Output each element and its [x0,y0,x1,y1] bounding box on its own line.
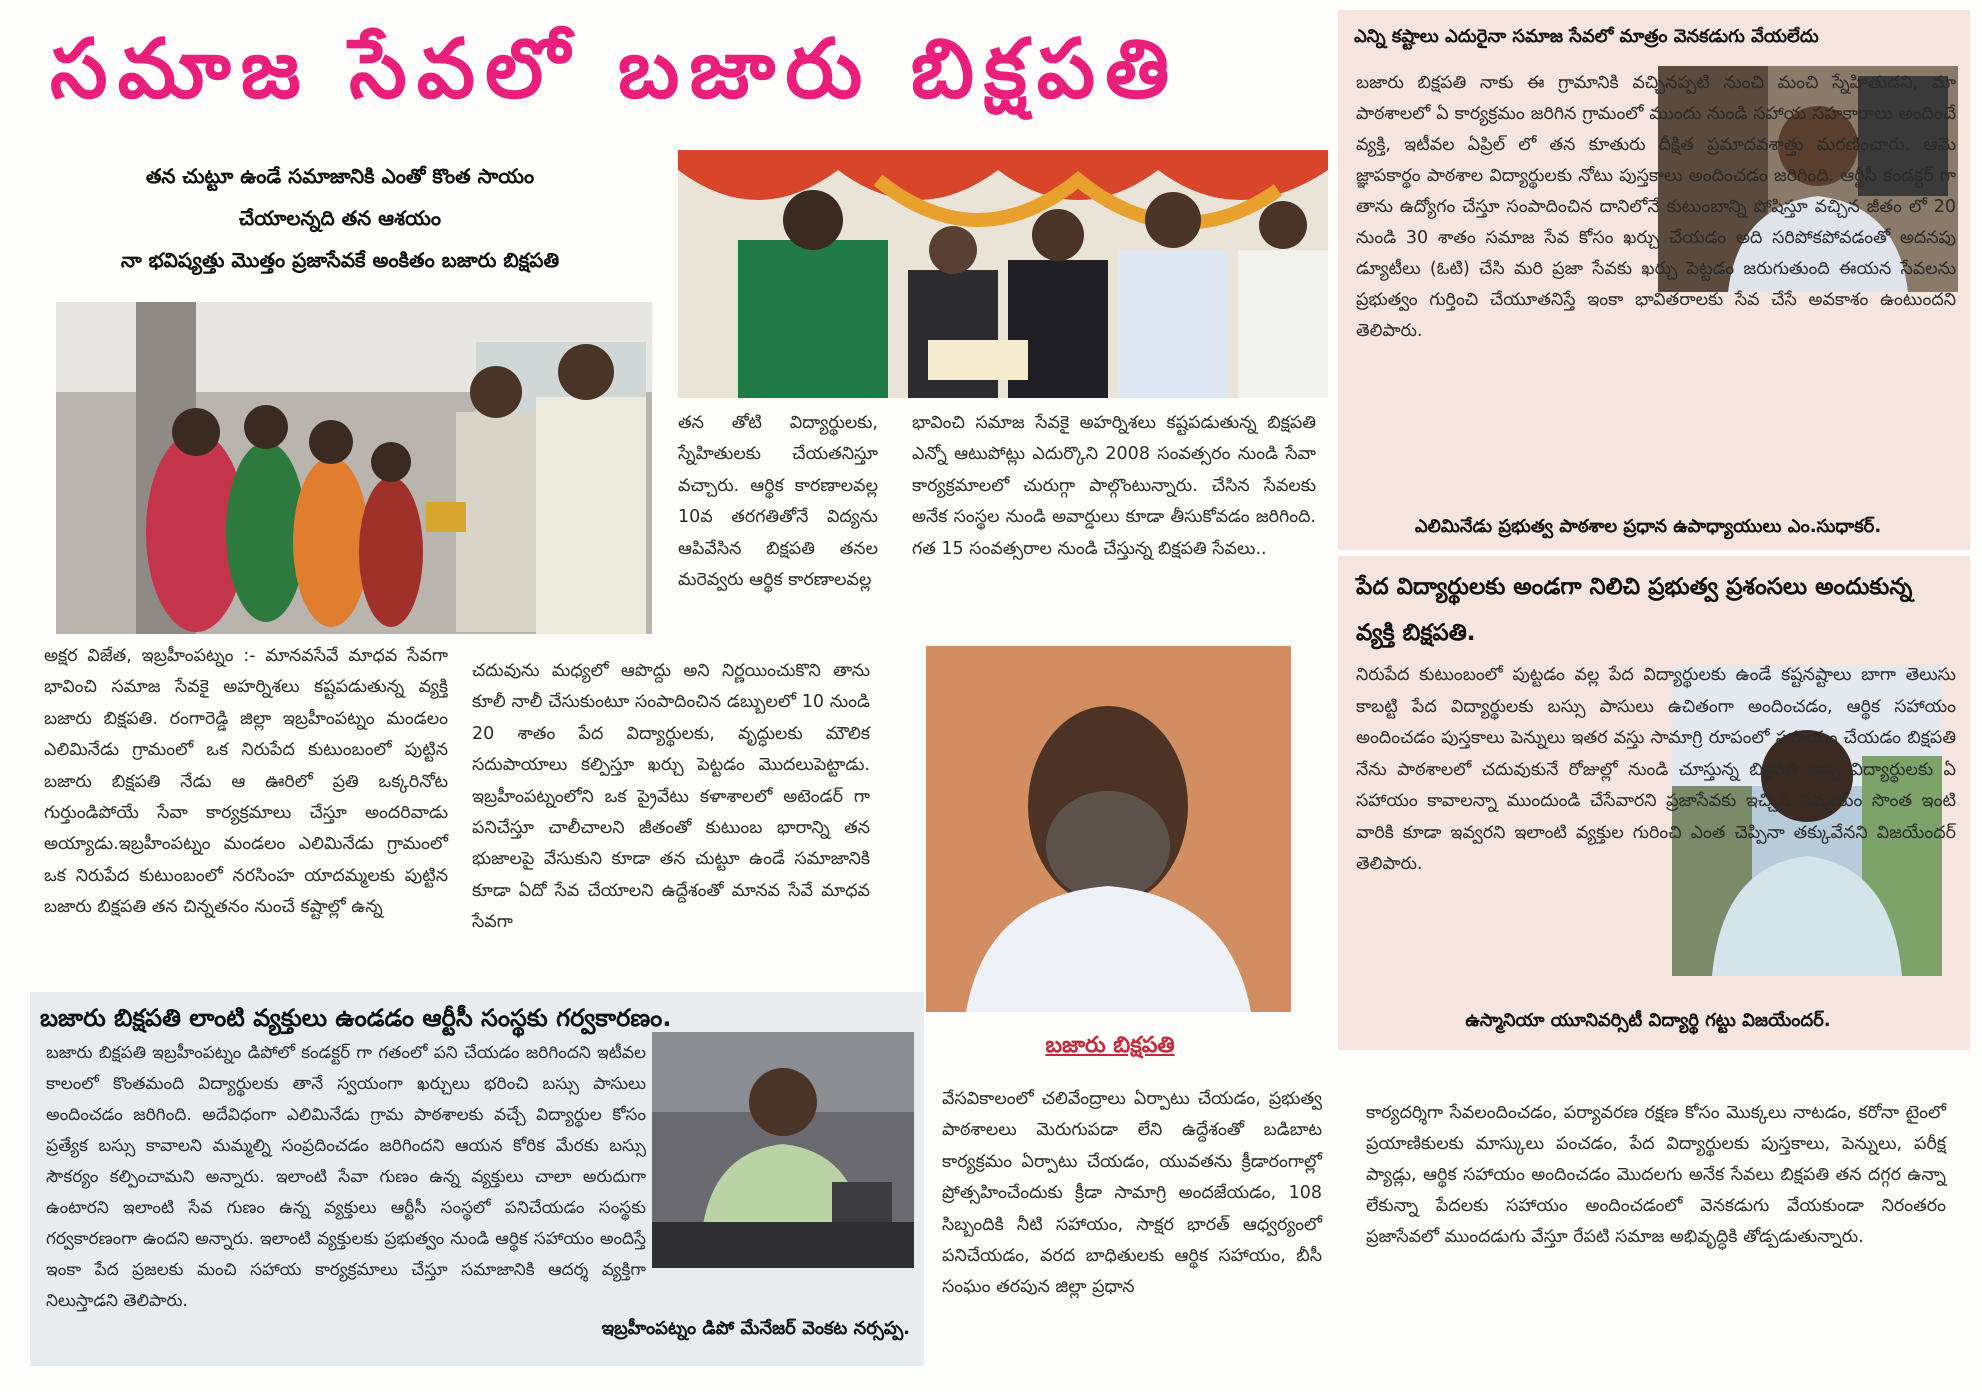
sub-headline-2: చేయాలన్నది తన ఆశయం [239,206,441,230]
photo-bikshapathi-portrait [926,646,1291,1012]
rtc-box-signature: ఇబ్రహీంపట్నం డిపో మేనేజర్ వెంకట నర్సప్ప. [601,1318,910,1339]
student-box-text: నిరుపేద కుటుంబంలో పుట్టడం వల్ల పేద విద్యార్థులకు ఉండే కష్టనష్టాలు బాగా తెలుసు కాబట్టి పేద విద్యార్థులకు బస్సు పాసులు ఉచితంగా అందించడం, ఆర్థిక సహాయం అందించడం పుస్తకాలు పెన్నులు ఇతర వస్తు సామాగ్రి రూపంలో సహాయం చేయడం బిక్షపతి నేను పాఠశాలలో చదువుకునే రోజుల్లో నుండి చూస్తున్న బిక్షపతి అన్న విద్యార్థులకు ఏ సహాయం కావాలన్నా ముందుండి చేసేవారని ప్రజాసేవకు ఇచ్చిన సమయం సొంత ఇంటి వారికి కూడా ఇవ్వరని ఇలాంటి వ్యక్తుల గురించి ఎంత చెప్పినా తక్కువేనని విజయేందర్ తెలిపారు. [1356,665,1956,874]
rtc-quote-box [30,992,924,1366]
student-quote-box [1338,556,1970,1050]
student-box-heading: పేద విద్యార్థులకు అండగా నిలిచి ప్రభుత్వ ప్రశంసలు అందుకున్న వ్యక్తి బిక్షపతి. [1356,574,1913,646]
sub-headline-3: నా భవిష్యత్తు మొత్తం ప్రజాసేవకే అంకితం బజారు బిక్షపతి [120,248,560,272]
headmaster-quote-box [1338,10,1970,550]
rtc-box-text: బజారు బిక్షపతి ఇబ్రహీంపట్నం డిపోలో కండక్టర్ గా గతంలో పని చేయడం జరిగిందని ఇటీవల కాలంలో కొంతమంది విద్యార్థులకు తానే స్వయంగా ఖర్చులు భరించి బస్సు పాసులు అందించడం జరిగింది. అదేవిధంగా ఎలిమినేడు గ్రామ పాఠశాలకు వచ్చే విద్యార్థుల కోసం ప్రత్యేక బస్సు కావాలని మమ్మల్ని సంప్రదించడం జరిగిందని ఆయన కోరిక మేరకు బస్సు సౌకర్యం కల్పించామని అన్నారు. ఇలాంటి సేవా గుణం ఉన్న వ్యక్తులు చాలా అరుదుగా ఉంటారని ఇలాంటి సేవ గుణం ఉన్న వ్యక్తులు ఆర్టీసీ సంస్థలో పనిచేయడం సంస్థకు గర్వకారణంగా ఉందని అన్నారు. ఇలాంటి వ్యక్తులకు ప్రభుత్వం నుండి ఆర్థిక సహాయం అందిస్తే ఇంకా పేద ప్రజలకు మంచి సహాయ కార్యక్రమాలు చేస్తూ సమాజానికి ఆదర్శ వ్యక్తిగా నిలుస్తాడని తెలిపారు. [46,1043,646,1311]
headmaster-box-text: బజారు బిక్షపతి నాకు ఈ గ్రామానికి వచ్చినప్పటి నుంచి మంచి స్నేహితుడని, మా పాఠశాలలో ఏ కార్యక్రమం జరిగిన గ్రామంలో ముందు నుండి సహాయ సహకారాలు అందించే వ్యక్తి, ఇటీవల ఏప్రిల్ లో తన కూతురు దీక్షిత ప్రమాదవశాత్తు మరణించారు. ఆమె జ్ఞాపకార్థం పాఠశాల విద్యార్థులకు నోటు పుస్తకాలు అందించడం జరిగింది. ఆర్టీసీ కండక్టర్ గా తాను ఉద్యోగం చేస్తూ సంపాదించిన దానిలోనే కుటుంబాన్ని పోషిస్తూ వచ్చిన జీతం లో 20 నుండి 30 శాతం సమాజ సేవ కోసం ఖర్చు చేయడం అది సరిపోకపోవడంతో అదనపు డ్యూటీలు (ఓటి) చేసి మరి ప్రజా సేవకు ఖర్చు పెట్టడం జరుగుతుంది ఈయన సేవలను ప్రభుత్వం గుర్తించి చేయూతనిస్తే ఇంకా భావితరాలకు సేవ చేసే అవకాశం ఉంటుందని తెలిపారు. [1356,73,1956,341]
rtc-box-heading: బజారు బిక్షపతి లాంటి వ్యక్తులు ఉండడం ఆర్టీసీ సంస్థకు గర్వకారణం. [40,1004,672,1032]
article-column-right-bottom: కార్యదర్శిగా సేవలందించడం, పర్యావరణ రక్షణ కోసం మొక్కలు నాటడం, కరోనా టైంలో ప్రయాణికులకు మాస్కులు పంచడం, పేద విద్యార్థులకు పుస్తకాలు, పెన్నులు, పరీక్ష ప్యాడ్లు, ఆర్థిక సహాయం అందించడం మొదలగు అనేక సేవలు బిక్షపతి తన దగ్గర ఉన్నా లేకున్నా పేదలకు సహాయం అందించడంలో వెనకడుగు వేయకుండా నిరంతరం ప్రజాసేవలో ముందడుగు వేస్తూ రేపటి సమాజ అభివృద్ధికి తోడ్పడుతున్నారు. [1366,1103,1946,1247]
sub-headline-block [60,155,620,281]
article-column-1: అక్షర విజేత, ఇబ్రహీంపట్నం :- మానవసేవే మాధవ సేవగా భావించి సమాజ సేవకై అహర్నిశలు కష్టపడుతున్న వ్యక్తి బజారు బిక్షపతి. రంగారెడ్డి జిల్లా ఇబ్రహీంపట్నం మండలం ఎలిమినేడు గ్రామంలో ఒక నిరుపేద కుటుంబంలో పుట్టిన బజారు బిక్షపతి నేడు ఆ ఊరిలో ప్రతి ఒక్కరినోట గుర్తుండిపోయే సేవా కార్యక్రమాలు చేస్తూ అందరివాడు అయ్యాడు.ఇబ్రహీంపట్నం మండలం ఎలిమినేడు గ్రామంలో ఒక నిరుపేద కుటుంబంలో నరసింహ యాదమ్మలకు పుట్టిన బజారు బిక్షపతి తన చిన్నతనం నుంచే కష్టాల్లో ఉన్న [44,646,448,918]
article-column-2b: చదువును మధ్యలో ఆపొద్దు అని నిర్ణయించుకొని తాను కూలీ నాలీ చేసుకుంటూ సంపాదించిన డబ్బులలో 10 నుండి 20 శాతం పేద విద్యార్థులకు, వృద్ధులకు మౌలిక సదుపాయాలు కల్పిస్తూ ఖర్చు పెట్టడం మొదలుపెట్టాడు. ఇబ్రహీంపట్నంలోని ఒక ప్రైవేటు కళాశాలలో అటెండర్ గా పనిచేస్తూ చాలీచాలని జీతంతో కుటుంబ భారాన్ని తన భుజాలపై వేసుకుని కూడా తన చుట్టూ ఉండే సమాజానికి కూడా ఏదో సేవ చేయాలని ఉద్దేశంతో మానవ సేవే మాధవ సేవగా [472,661,870,933]
article-column-2a: తన తోటి విద్యార్థులకు, స్నేహితులకు చేయతనిస్తూ వచ్చారు. ఆర్థిక కారణాలవల్ల 10వ తరగతితోనే విద్యను ఆపివేసిన బిక్షపతి తనల మరెవ్వరు ఆర్థిక కారణాలవల్ల [678,413,878,591]
photo-students-award [56,302,652,634]
photo-depot-manager [652,1032,914,1268]
photo-caption: బజారు బిక్షపతి [1045,1033,1175,1058]
photo-award-ceremony [678,150,1328,398]
headmaster-box-signature: ఎలిమినేడు ప్రభుత్వ పాఠశాల ప్రధాన ఉపాధ్యాయులు ఎం.సుధాకర్. [1414,516,1882,537]
headline: సమాజ సేవలో బజారు బిక్షపతి [50,22,1180,117]
headmaster-box-heading: ఎన్ని కష్టాలు ఎదురైనా సమాజ సేవలో మాత్రం వెనకడుగు వేయలేదు [1354,26,1819,47]
article-column-3b: వేసవికాలంలో చలివేంద్రాలు ఏర్పాటు చేయడం, ప్రభుత్వ పాఠశాలలు మెరుగుపడా లేని ఉద్దేశంతో బడిబాట కార్యక్రమం ఏర్పాటు చేయడం, యువతను క్రీడారంగాల్లో ప్రోత్సహించేందుకు క్రీడా సామాగ్రి అందజేయడం, 108 సిబ్బందికి నీటి సహాయం, సాక్షర భారత్ ఆధ్వర్యంలో పనిచేయడం, వరద బాధితులకు ఆర్థిక సహాయం, బీసీ సంఘం తరపున జిల్లా ప్రధాన [942,1089,1322,1298]
article-column-3: భావించి సమాజ సేవకై అహర్నిశలు కష్టపడుతున్న బిక్షపతి ఎన్నో ఆటుపోట్లు ఎదుర్కొని 2008 సంవత్సరం నుండి సేవా కార్యక్రమాలలో చురుగ్గా పాల్గొంటున్నారు. చేసిన సేవలకు అనేక సంస్థల నుండి అవార్డులు కూడా తీసుకోవడం జరిగింది. గత 15 సంవత్సరాల నుండి చేస్తున్న బిక్షపతి సేవలు.. [912,413,1316,559]
sub-headline-1: తన చుట్టూ ఉండే సమాజానికి ఎంతో కొంత సాయం [145,164,535,188]
student-box-signature: ఉస్మానియా యూనివర్సిటీ విద్యార్థి గట్టు విజయేందర్. [1465,1010,1831,1031]
